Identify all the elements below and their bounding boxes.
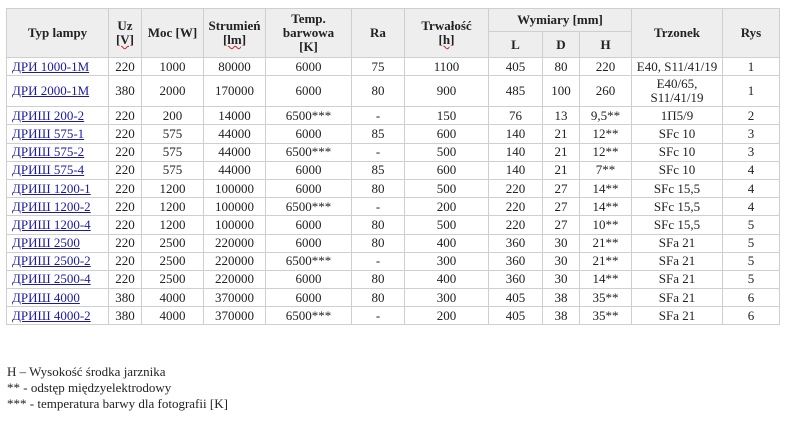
cell-ra: 80 [352,270,405,288]
cell-figure: 1 [723,76,780,107]
cell-ra: 85 [352,161,405,179]
cell-voltage: 380 [109,307,142,325]
cell-type[interactable]: ДРИШ 2500-4 [7,270,109,288]
cell-figure: 4 [723,179,780,197]
cell-height: 21** [580,252,632,270]
cell-type[interactable]: ДРИШ 1200-4 [7,216,109,234]
cell-voltage: 220 [109,125,142,143]
table-row [7,161,780,179]
cell-length: 140 [489,143,543,161]
cell-length: 360 [489,270,543,288]
cell-ra: - [352,307,405,325]
cell-height: 14** [580,198,632,216]
cell-type[interactable]: ДРИ 2000-1М [7,76,109,107]
cell-voltage: 220 [109,270,142,288]
cell-length: 485 [489,76,543,107]
cell-flux: 370000 [204,289,266,307]
cell-length: 220 [489,198,543,216]
footnote-h: H – Wysokość środka jarznika [7,364,166,379]
cell-diameter: 21 [543,143,580,161]
cell-voltage: 220 [109,252,142,270]
cell-diameter: 30 [543,270,580,288]
cell-flux: 44000 [204,143,266,161]
cell-base: E40/65, S11/41/19 [632,76,723,107]
cell-ra: - [352,198,405,216]
cell-type[interactable]: ДРИШ 575-4 [7,161,109,179]
cell-base: SFa 21 [632,252,723,270]
header-flux: Strumień [lm] [204,9,266,58]
header-ra: Ra [352,9,405,58]
cell-color-temp: 6500*** [266,107,352,125]
cell-color-temp: 6500*** [266,198,352,216]
cell-base: 1П5/9 [632,107,723,125]
cell-type[interactable]: ДРИ 1000-1М [7,58,109,76]
cell-type[interactable]: ДРИШ 1200-2 [7,198,109,216]
table-row [7,143,780,161]
cell-diameter: 80 [543,58,580,76]
cell-base: SFc 10 [632,161,723,179]
cell-power: 4000 [142,289,204,307]
cell-power: 575 [142,125,204,143]
header-length: L [489,32,543,58]
cell-lifetime: 500 [405,143,489,161]
cell-height: 21** [580,234,632,252]
cell-lifetime: 400 [405,270,489,288]
cell-length: 140 [489,161,543,179]
cell-type[interactable]: ДРИШ 575-1 [7,125,109,143]
table-row [7,234,780,252]
cell-length: 360 [489,234,543,252]
cell-base: SFa 21 [632,270,723,288]
cell-base: SFc 15,5 [632,198,723,216]
cell-figure: 4 [723,161,780,179]
cell-height: 9,5** [580,107,632,125]
header-height: H [580,32,632,58]
cell-type[interactable]: ДРИШ 1200-1 [7,179,109,197]
cell-power: 2500 [142,252,204,270]
table-row [7,107,780,125]
cell-type[interactable]: ДРИШ 4000-2 [7,307,109,325]
table-row [7,125,780,143]
table-row [7,179,780,197]
cell-flux: 80000 [204,58,266,76]
cell-diameter: 13 [543,107,580,125]
cell-power: 1200 [142,179,204,197]
header-power: Moc [W] [142,9,204,58]
cell-color-temp: 6000 [266,58,352,76]
cell-height: 220 [580,58,632,76]
cell-diameter: 38 [543,307,580,325]
cell-length: 405 [489,58,543,76]
cell-length: 220 [489,216,543,234]
cell-flux: 170000 [204,76,266,107]
cell-figure: 5 [723,252,780,270]
cell-lifetime: 600 [405,161,489,179]
cell-voltage: 220 [109,216,142,234]
cell-ra: 80 [352,76,405,107]
cell-power: 575 [142,143,204,161]
cell-base: SFc 10 [632,125,723,143]
cell-height: 10** [580,216,632,234]
cell-flux: 14000 [204,107,266,125]
cell-diameter: 27 [543,216,580,234]
cell-voltage: 220 [109,143,142,161]
cell-figure: 6 [723,307,780,325]
cell-power: 200 [142,107,204,125]
cell-lifetime: 300 [405,252,489,270]
cell-type[interactable]: ДРИШ 2500 [7,234,109,252]
cell-voltage: 220 [109,179,142,197]
cell-figure: 5 [723,216,780,234]
cell-diameter: 100 [543,76,580,107]
cell-ra: - [352,107,405,125]
table-row [7,270,780,288]
cell-diameter: 38 [543,289,580,307]
cell-voltage: 380 [109,289,142,307]
cell-figure: 6 [723,289,780,307]
cell-diameter: 21 [543,161,580,179]
cell-diameter: 21 [543,125,580,143]
cell-color-temp: 6500*** [266,143,352,161]
cell-lifetime: 200 [405,307,489,325]
cell-color-temp: 6000 [266,179,352,197]
cell-flux: 220000 [204,252,266,270]
cell-color-temp: 6000 [266,161,352,179]
cell-flux: 100000 [204,179,266,197]
cell-ra: - [352,252,405,270]
cell-power: 2500 [142,270,204,288]
cell-figure: 4 [723,198,780,216]
cell-height: 7** [580,161,632,179]
cell-voltage: 220 [109,58,142,76]
cell-voltage: 380 [109,76,142,107]
cell-figure: 2 [723,107,780,125]
cell-base: E40, S11/41/19 [632,58,723,76]
cell-voltage: 220 [109,107,142,125]
cell-base: SFc 15,5 [632,216,723,234]
cell-ra: 80 [352,289,405,307]
header-figure: Rys [723,9,780,58]
cell-lifetime: 400 [405,234,489,252]
cell-diameter: 30 [543,252,580,270]
cell-flux: 370000 [204,307,266,325]
footnote-electrode-gap: ** - odstęp międzyelektrodowy [7,380,172,395]
cell-lifetime: 300 [405,289,489,307]
cell-figure: 5 [723,270,780,288]
cell-power: 1200 [142,216,204,234]
cell-flux: 44000 [204,125,266,143]
cell-flux: 220000 [204,234,266,252]
cell-height: 12** [580,125,632,143]
cell-type[interactable]: ДРИШ 200-2 [7,107,109,125]
cell-type[interactable]: ДРИШ 2500-2 [7,252,109,270]
cell-power: 4000 [142,307,204,325]
cell-type[interactable]: ДРИШ 4000 [7,289,109,307]
table-row [7,58,780,76]
cell-length: 76 [489,107,543,125]
cell-ra: 75 [352,58,405,76]
cell-base: SFc 15,5 [632,179,723,197]
table-row [7,216,780,234]
cell-diameter: 27 [543,198,580,216]
cell-length: 140 [489,125,543,143]
cell-color-temp: 6500*** [266,252,352,270]
header-voltage: Uz [V] [109,9,142,58]
header-lifetime: Trwałość [h] [405,9,489,58]
header-dimensions: Wymiary [mm] [489,9,632,32]
header-type: Typ lampy [7,9,109,58]
cell-base: SFc 10 [632,143,723,161]
cell-height: 260 [580,76,632,107]
cell-ra: 80 [352,179,405,197]
cell-power: 1200 [142,198,204,216]
cell-ra: 85 [352,125,405,143]
cell-flux: 44000 [204,161,266,179]
cell-length: 405 [489,307,543,325]
cell-color-temp: 6000 [266,125,352,143]
cell-length: 220 [489,179,543,197]
table-row [7,307,780,325]
header-base: Trzonek [632,9,723,58]
cell-lifetime: 500 [405,216,489,234]
cell-lifetime: 200 [405,198,489,216]
cell-voltage: 220 [109,234,142,252]
cell-height: 35** [580,307,632,325]
header-diameter: D [543,32,580,58]
cell-lifetime: 600 [405,125,489,143]
cell-power: 2500 [142,234,204,252]
lamp-table [6,8,780,325]
cell-color-temp: 6000 [266,270,352,288]
cell-flux: 100000 [204,198,266,216]
cell-lifetime: 900 [405,76,489,107]
cell-color-temp: 6000 [266,76,352,107]
cell-color-temp: 6000 [266,289,352,307]
cell-power: 575 [142,161,204,179]
cell-ra: - [352,143,405,161]
cell-flux: 220000 [204,270,266,288]
cell-ra: 80 [352,216,405,234]
cell-color-temp: 6000 [266,216,352,234]
table-row [7,76,780,107]
cell-power: 2000 [142,76,204,107]
cell-figure: 1 [723,58,780,76]
table-row [7,289,780,307]
cell-color-temp: 6500*** [266,307,352,325]
cell-voltage: 220 [109,161,142,179]
footnotes [7,364,228,412]
cell-base: SFa 21 [632,307,723,325]
cell-type[interactable]: ДРИШ 575-2 [7,143,109,161]
cell-height: 12** [580,143,632,161]
cell-lifetime: 150 [405,107,489,125]
cell-length: 360 [489,252,543,270]
header-color-temp: Temp. barwowa [K] [266,9,352,58]
cell-figure: 5 [723,234,780,252]
cell-flux: 100000 [204,216,266,234]
cell-lifetime: 500 [405,179,489,197]
cell-figure: 3 [723,125,780,143]
table-row [7,198,780,216]
cell-diameter: 30 [543,234,580,252]
cell-figure: 3 [723,143,780,161]
cell-color-temp: 6000 [266,234,352,252]
cell-length: 405 [489,289,543,307]
cell-height: 14** [580,270,632,288]
cell-voltage: 220 [109,198,142,216]
cell-base: SFa 21 [632,289,723,307]
cell-ra: 80 [352,234,405,252]
cell-diameter: 27 [543,179,580,197]
cell-height: 35** [580,289,632,307]
footnote-photo-temp: *** - temperatura barwy dla fotografii [K] [7,396,228,411]
cell-lifetime: 1100 [405,58,489,76]
cell-height: 14** [580,179,632,197]
cell-base: SFa 21 [632,234,723,252]
cell-power: 1000 [142,58,204,76]
table-row [7,252,780,270]
